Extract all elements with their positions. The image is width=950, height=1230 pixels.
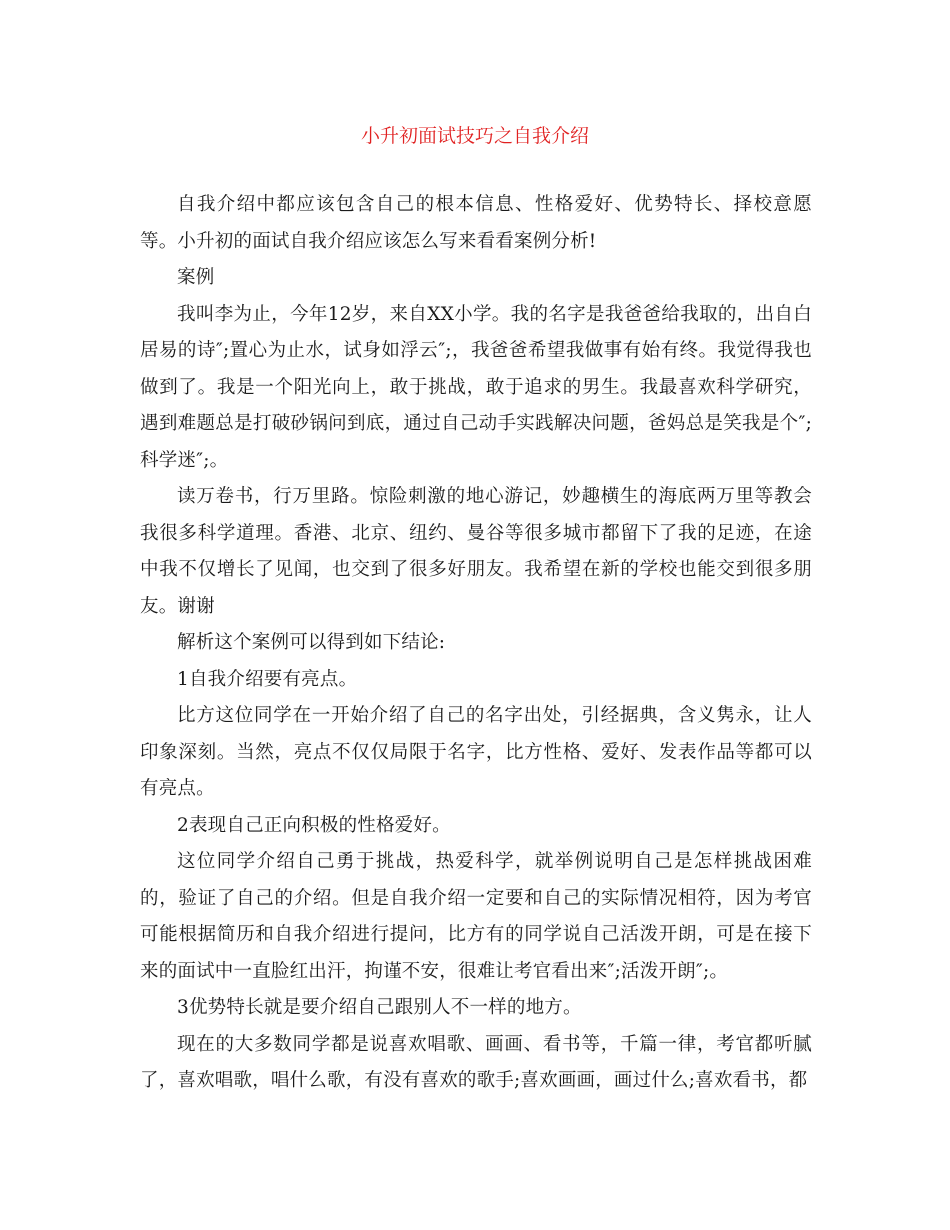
paragraph-point-3-detail: 现在的大多数同学都是说喜欢唱歌、画画、看书等，千篇一律，考官都听腻了，喜欢唱歌，唱什么歌，有没有喜欢的歌手;喜欢画画，画过什么;喜欢看书，都 (140, 1033, 812, 1091)
paragraph-point-1: 1自我介绍要有亮点。 (177, 668, 358, 690)
paragraph-analysis-heading: 解析这个案例可以得到如下结论: (177, 632, 446, 653)
document-body (140, 187, 812, 1100)
paragraph-case-heading: 案例 (177, 267, 215, 288)
document-title: 小升初面试技巧之自我介绍 (360, 125, 589, 147)
paragraph-point-3: 3优势特长就是要介绍自己跟别人不一样的地方。 (177, 997, 582, 1018)
paragraph-intro: 自我介绍中都应该包含自己的根本信息、性格爱好、优势特长、择校意愿等。小升初的面试自我介绍应该怎么写来看看案例分析! (140, 194, 812, 252)
paragraph-point-2-detail: 这位同学介绍自己勇于挑战，热爱科学，就举例说明自己是怎样挑战困难的，验证了自己的介绍。但是自我介绍一定要和自己的实际情况相符，因为考官可能根据简历和自我介绍进行提问，比方有的同学说自己活泼开朗，可是在接下来的面试中一直脸红出汗，拘谨不安，很难让考官看出来″;活泼开朗″;。 (140, 851, 812, 982)
paragraph-case-travel: 读万卷书，行万里路。惊险刺激的地心游记，妙趣横生的海底两万里等教会我很多科学道理。香港、北京、纽约、曼谷等很多城市都留下了我的足迹，在途中我不仅增长了见闻，也交到了很多好朋友。我希望在新的学校也能交到很多朋友。谢谢 (140, 486, 812, 617)
paragraph-case-self-intro: 我叫李为止，今年12岁，来自XX小学。我的名字是我爸爸给我取的，出自白居易的诗″;置心为止水，试身如浮云″;，我爸爸希望我做事有始有终。我觉得我也做到了。我是一个阳光向上，敢于挑战，敢于追求的男生。我最喜欢科学研究，遇到难题总是打破砂锅问到底，通过自己动手实践解决问题，爸妈总是笑我是个″;科学迷″;。 (140, 303, 812, 471)
paragraph-point-1-detail: 比方这位同学在一开始介绍了自己的名字出处，引经据典，含义隽永，让人印象深刻。当然，亮点不仅仅局限于名字，比方性格、爱好、发表作品等都可以有亮点。 (140, 705, 812, 799)
paragraph-point-2: 2表现自己正向积极的性格爱好。 (177, 814, 451, 836)
